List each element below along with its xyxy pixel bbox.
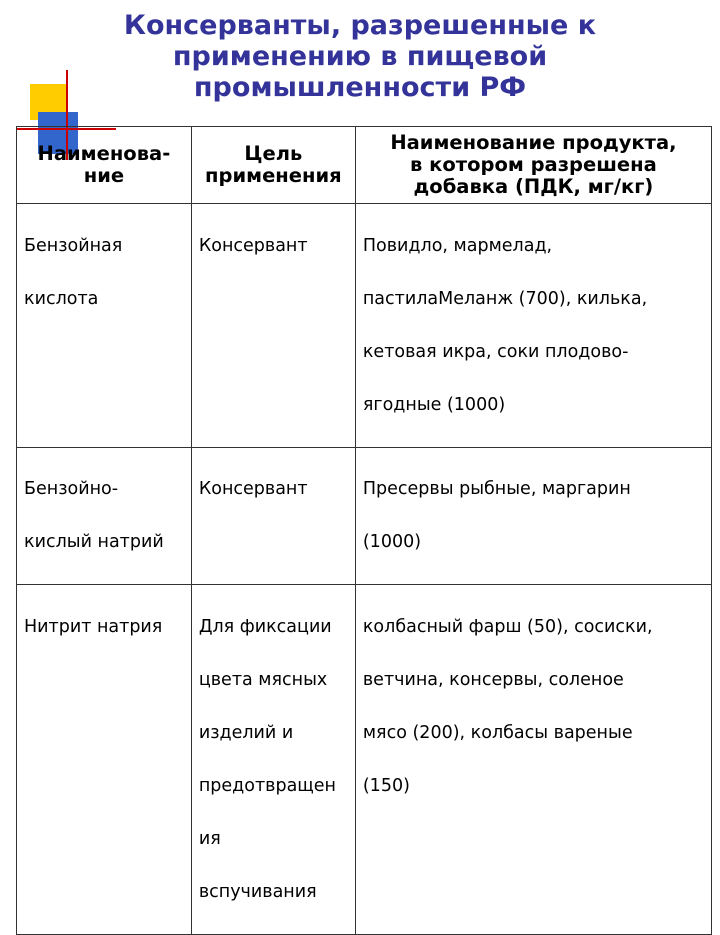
preservatives-table: [16, 126, 712, 935]
table-header-row: [17, 127, 712, 204]
title-line-3: промышленности РФ: [193, 72, 527, 103]
cell-name: Бензойно- кислый натрий: [17, 447, 192, 585]
header-products: Наименование продукта, в котором разрешена добавка (ПДК, мг/кг): [355, 127, 711, 204]
table-row: [17, 585, 712, 935]
title-line-1: Консерванты, разрешенные к: [123, 10, 597, 41]
cell-purpose: Для фиксации цвета мясных изделий и предотвращен ия вспучивания: [191, 585, 355, 935]
header-name: Наименова- ние: [17, 127, 192, 204]
cell-purpose: Консервант: [191, 204, 355, 448]
cell-products: колбасный фарш (50), сосиски, ветчина, консервы, соленое мясо (200), колбасы вареные (150): [355, 585, 711, 935]
table-row: [17, 204, 712, 448]
title-line-2: применению в пищевой: [172, 41, 548, 72]
cell-purpose: Консервант: [191, 447, 355, 585]
table-row: [17, 447, 712, 585]
slide-title: [0, 10, 720, 103]
cell-products: Пресервы рыбные, маргарин (1000): [355, 447, 711, 585]
cell-products: Повидло, мармелад, пастилаМеланж (700), килька, кетовая икра, соки плодово- ягодные (1000): [355, 204, 711, 448]
header-purpose: Цель применения: [191, 127, 355, 204]
cell-name: Нитрит натрия: [17, 585, 192, 935]
cell-name: Бензойная кислота: [17, 204, 192, 448]
